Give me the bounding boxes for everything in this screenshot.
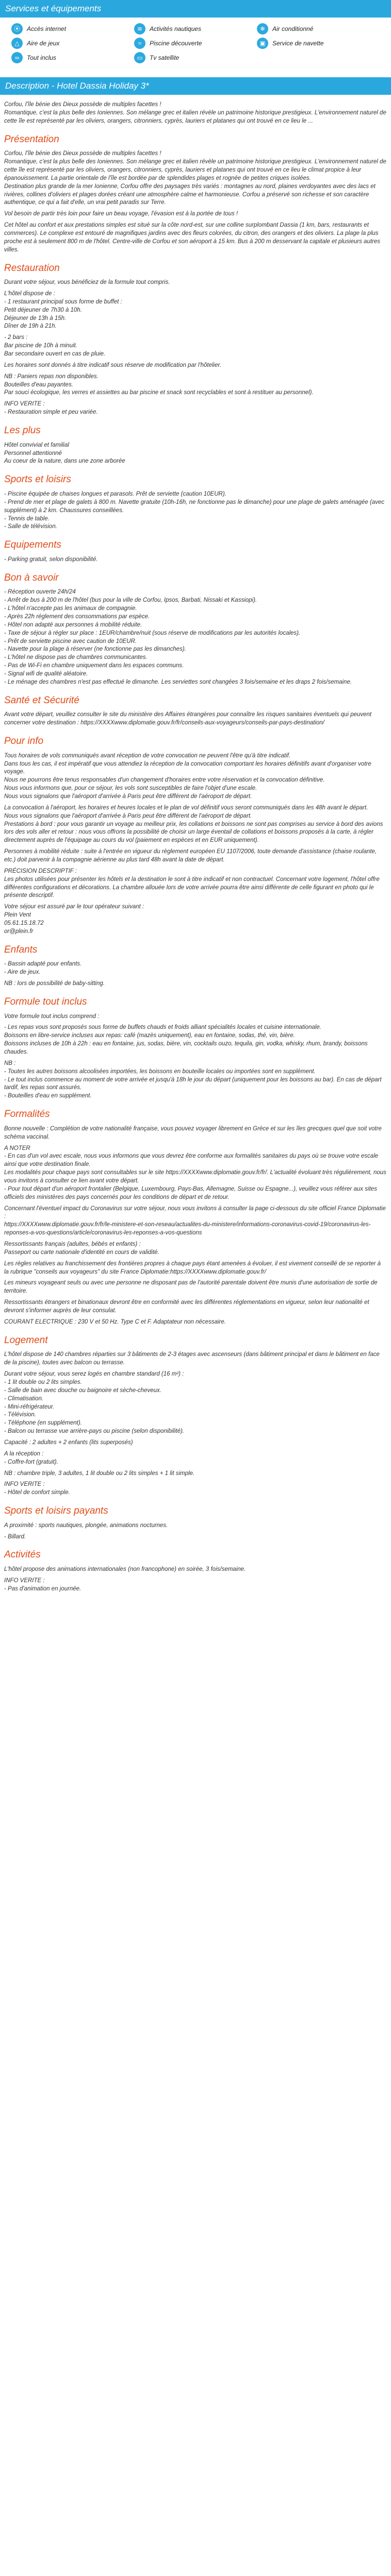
section-paragraph: - Les repas vous sont proposés sous forme de buffets chauds et froids alliant spécialités locales et cuisine internationale. Boissons en libre-service incluses aux repas: café (mazès uniquement), eau en fontaine, sodas, thé, vin, bière. Boissons incluses de 10h à 22h : eau en fontaine, jus, sodas, bière, vin, cocktails ouzo, tequila, gin, vodka, whisky, rhum, brandy, boissons chaudes. <box>4 1024 368 1056</box>
section-paragraph: - 2 bars : Bar piscine de 10h à minuit. Bar secondaire ouvert en cas de pluie. <box>4 334 106 358</box>
section-paragraph: - Billard. <box>4 1533 26 1540</box>
service-item <box>257 38 380 48</box>
section <box>4 995 387 1100</box>
intro-text: Corfou, l'île bénie des Dieux possède de multiples facettes ! Romantique, c'est la plus belle des Ioniennes. Son mélange grec et italien révèle un patrimoine historique prestigieux. L'environnement naturel de cette île est représenté par les oliviers, orangers, citronniers, cyprès, lauriers et platanes qui ont trouvé en ce lieu le ... <box>4 101 386 124</box>
service-label: Tout inclus <box>27 54 56 61</box>
section <box>4 694 387 727</box>
section <box>4 1504 387 1541</box>
section <box>4 571 387 687</box>
service-item <box>257 24 380 34</box>
section-paragraph: INFO VERITE : - Restauration simple et peu variée. <box>4 401 98 416</box>
section-paragraph: COURANT ELECTRIQUE : 230 V et 50 Hz. Type C et F. Adaptateur non nécessaire. <box>4 1318 226 1325</box>
section-paragraph: L'hôtel propose des animations internationales (non francophone) en soirée, 3 fois/semaine. <box>4 1566 246 1573</box>
service-item <box>134 38 257 48</box>
section-paragraph: Bonne nouvelle : Complétion de votre nationalité française, vous pouvez voyager librement en Grèce et sur les îles grecques quel que soit votre schéma vaccinal. <box>4 1125 384 1140</box>
section <box>4 473 387 531</box>
section-paragraph: La convocation à l'aéroport, les horaires et heures locales et le plan de vol définitif vous seront communiqués dans les 48h avant le départ. Nous vous signalons que l'aéroport d'arrivée à Paris peut être différent de l'aéroport de départ. Prestations à bord : pour vous garantir un voyage au meilleur prix, les collations et boissons ne sont pas comprises au service à bord des avions lors des vols aller et retour : nous vous offrons la possibilité de choisir un large éventail de collations et boissons proposés à la carte, à régler directement auprès de l'équipage au cours du vol (paiement en espèces et en EUR uniquement). <box>4 804 383 844</box>
section-title: Les plus <box>4 425 41 436</box>
water-sports-icon: ≋ <box>134 23 145 35</box>
section-title: Formule tout inclus <box>4 996 87 1007</box>
section-paragraph: INFO VERITE : - Pas d'animation en journée. <box>4 1577 82 1592</box>
service-item <box>11 24 134 34</box>
section-paragraph: Personnes à mobilité réduite : suite à l'entrée en vigueur du règlement européen EU 1107/2006, toute demande d'assistance (chaise roulante, etc.) doit parvenir à la compagnie aérienne au plus tard 48h avant la date de départ. <box>4 849 379 863</box>
section <box>4 262 387 417</box>
section-paragraph: - Bassin adapté pour enfants. - Aire de jeux. <box>4 961 82 976</box>
services-title: Services et équipements <box>0 0 391 18</box>
section-title: Présentation <box>4 133 59 145</box>
section-paragraph: Corfou, l'île bénie des Dieux possède de multiples facettes ! Romantique, c'est la plus belle des Ioniennes. Son mélange grec et italien révèle un patrimoine historique prestigieux. L'environnement naturel de cette île est représenté par les oliviers, orangers, citronniers, cyprès, lauriers et platanes qui ont trouvé en ce lieu le climat propice à leur épanouissement. La partie orientale de l'île est bordée par de splendides plages et rognée de petites criques isolées. Destination plus grande de la mer Ionienne, Corfou offre des paysages très variés : montagnes au nord, plaines verdoyantes avec des lacs et rivières, collines d'oliviers et plages dorées créant une atmosphère calme et harmonieuse. Corfou a préservé son richesse et son caractère authentique, ce qui a fait d'elle, un vrai petit paradis sur Terre. <box>4 150 386 206</box>
section <box>4 133 387 255</box>
section-paragraph: Tous horaires de vols communiqués avant réception de votre convocation ne peuvent l'être qu'à titre indicatif. Dans tous les cas, il est impératif que vous attendiez la réception de la convocation comportant les horaires définitifs avant d'organiser votre voyage. Nous ne pourrons être tenus responsables d'un changement d'horaires entre votre réservation et la convocation définitive. Nous vous informons que, pour ce séjour, les vols sont susceptibles de faire l'objet d'une escale. Nous vous signalons que l'aéroport d'arrivée à Paris peut être différent de l'aéroport de départ. <box>4 752 371 800</box>
section-title: Equipements <box>4 539 61 551</box>
service-label: Piscine découverte <box>150 39 202 47</box>
tv-icon: ▭ <box>134 52 145 63</box>
section-title: Logement <box>4 1334 48 1346</box>
section-paragraph: Concernant l'éventuel impact du Coronavirus sur votre séjour, nous vous invitons à consulter la page ci-dessous du site officiel France Diplomatie : https://XXXXwww.diplomatie.gouv.fr/fr/le-ministere-et-son-reseau/actualites-du-ministere/informations-coronavirus-covid-19/coronavirus-les-reponses-a-vos-questions/article/coronavirus-les-reponses-a-vos-questions <box>4 1205 386 1236</box>
description-title: Description - Hotel Dassia Holiday 3* <box>0 77 391 95</box>
section-paragraph: NB : lors de possibilité de baby-sitting. <box>4 980 105 987</box>
section-paragraph: Hôtel convivial et familial Personnel attentionné Au coeur de la nature, dans une zone arborée <box>4 442 125 465</box>
section-title: Sports et loisirs payants <box>4 1505 108 1517</box>
section-paragraph: Durant votre séjour, vous serez logés en chambre standard (16 m²) : - 1 lit double ou 2 lits simples. - Salle de bain avec douche ou baignoire et sèche-cheveux. - Climatisation. - Mini-réfrigérateur. - Télévision. - Téléphone (en supplément). - Balcon ou terrasse vue arrière-pays ou piscine (selon disponibilité). <box>4 1371 185 1435</box>
service-label: Accès internet <box>27 25 67 32</box>
service-item <box>134 24 257 34</box>
section-paragraph: Les mineurs voyageant seuls ou avec une personne ne disposant pas de l'autorité parentale doivent être munis d'une autorisation de sortie de territoire. <box>4 1280 379 1295</box>
section-title: Santé et Sécurité <box>4 694 79 706</box>
section <box>4 1548 387 1593</box>
section-paragraph: Ressortissants étrangers et binationaux devront être en conformité avec les différentes réglementations en vigueur, selon leur nationalité et devront s'informer auprès de leur consulat. <box>4 1299 371 1314</box>
pool-icon: ≈ <box>134 38 145 49</box>
service-item <box>11 38 134 48</box>
section-paragraph: - Réception ouverte 24h/24 - Arrêt de bus à 200 m de l'hôtel (bus pour la ville de Corfou, Ipsos, Barbati, Nissaki et Kassiopi). - L'hôtel n'accepte pas les animaux de compagnie. - Après 22h réglement des consommations par espèce. - Hôtel non adapté aux personnes à mobilité réduite. - Taxe de séjour à régler sur place : 1EUR/chambre/nuit (sous réserve de modifications par les autorités locales). - Prêt de serviette piscine avec caution de 10EUR. - Navette pour la plage à réserver (ne fonctionne pas les dimanches). - L'hôtel ne dispose pas de chambres communicantes. - Pas de Wi-Fi en chambre uniquement dans les espaces communs. - Signal wifi de qualité aléatoire. - Le ménage des chambres n'est pas effectué le dimanche. Les serviettes sont changées 3 fois/semaine et les draps 2 fois/semaine. <box>4 589 352 685</box>
section-paragraph: Votre séjour est assuré par le tour opérateur suivant : Plein Vent 05.61.15.18.72 or@plein.fr <box>4 904 144 935</box>
section <box>4 735 387 936</box>
section-title: Formalités <box>4 1109 50 1120</box>
section-paragraph: A proximité : sports nautiques, plongée, animations nocturnes. <box>4 1522 168 1529</box>
section-paragraph: NB : chambre triple, 3 adultes, 1 lit double ou 2 lits simples + 1 lit simple. <box>4 1470 195 1477</box>
section-title: Pour info <box>4 736 44 747</box>
wifi-icon: ⦿ <box>11 23 23 35</box>
section-paragraph: Durant votre séjour, vous bénéficiez de la formule tout compris. <box>4 279 170 286</box>
section-paragraph: Cet hôtel au confort et aux prestations simples est situé sur la côte nord-est, sur une colline surplombant Dassia (1 km, bars, restaurants et commerces). Le complexe est entouré de magnifiques jardins avec des fleurs colorées, du citron, des orangers et des oliviers. La plage la plus proche est à seulement 800 m de l'hôtel. Centre-ville de Corfou et son aéroport à 15 km. Bus à 200 m desservant la capitale et plusieurs autres villes. <box>4 222 382 253</box>
service-label: Aire de jeux <box>27 39 60 47</box>
section <box>4 1108 387 1327</box>
section-title: Enfants <box>4 944 38 955</box>
section-title: Sports et loisirs <box>4 474 71 485</box>
section-paragraph: Avant votre départ, veuillez consulter le site du ministère des Affaires étrangères pour connaître les risques sanitaires éventuels qui peuvent concerner votre destination : https://XXXXwww.diplomatie.gouv.fr/fr/conseils-aux-voyageurs/conseils-par-pays-destination/ <box>4 711 373 726</box>
section <box>4 424 387 466</box>
section-paragraph: A la réception : - Coffre-fort (gratuit). <box>4 1450 58 1465</box>
playground-icon: △ <box>11 38 23 49</box>
section-paragraph: Vol besoin de partir très loin pour faire un beau voyage, l'évasion est à la portée de tous ! <box>4 211 238 217</box>
section-paragraph: L'hôtel dispose de : - 1 restaurant principal sous forme de buffet : Petit déjeuner de 7h30 à 10h. Déjeuner de 13h à 15h. Dîner de 19h à 21h. <box>4 291 122 330</box>
section-title: Activités <box>4 1549 41 1561</box>
service-label: Tv satellite <box>150 54 180 61</box>
section-paragraph: - Parking gratuit, selon disponibilité. <box>4 556 98 563</box>
section-paragraph: Votre formule tout inclus comprend : <box>4 1013 100 1020</box>
shuttle-icon: ▣ <box>257 38 268 49</box>
section-paragraph: - Piscine équipée de chaises longues et parasols. Prêt de serviette (caution 10EUR). - Prend de mer et plage de galets à 800 m. Navette gratuite (10h-16h, ne fonctionne pas le dimanche) pour une plage de galets aménagée (avec supplément) à 2 km. Chaussures conseillées. - Tennis de table. - Salle de télévision. <box>4 490 385 530</box>
section-paragraph: Les règles relatives au franchissement des frontières propres à chaque pays étant amenées à évoluer, il est vivement conseillé de se reporter à la rubrique "conseils aux voyageurs" du site France Diplomatie:https://XXXXwww.diplomatie.gouv.fr/ <box>4 1260 383 1275</box>
all-inclusive-icon: ∞ <box>11 52 23 63</box>
section-paragraph: PRÉCISION DESCRIPTIF : Les photos utilisées pour présenter les hôtels et la destination le sont à titre indicatif et non contractuel. Concernant votre logement, l'hôtel offre différentes configurations et décorations. La chambre allouée lors de votre arrivée pourra être ainsi différente de celle figurant en photo qui le présente descriptif. <box>4 868 380 899</box>
service-item <box>134 53 257 63</box>
section <box>4 943 387 988</box>
air-conditioning-icon: ❄ <box>257 23 268 35</box>
section-paragraph: Les horaires sont donnés à titre indicatif sous réserve de modification par l'hôtelier. <box>4 362 222 368</box>
section-paragraph: A NOTER - En cas d'un vol avec escale, nous vous informons que vous devrez être conforme aux formalités sanitaires du pays où se trouve votre escale ainsi que votre destination finale. Les modalités pour chaque pays sont consultables sur le site https://XXXXwww.diplomatie.gouv.fr/fr/. L'actualité évoluant très régulièrement, nous vous invitons à consulter ce lien avant votre départ. - Pour tout départ d'un aéroport frontalier (Belgique, Luxembourg, Pays-Bas, Allemagne, Suisse ou Espagne...), veuillez vous référer aux sites officiels des ministères des pays concernés pour les conditions de départ et de retour. <box>4 1145 386 1200</box>
section-paragraph: INFO VERITE : - Hôtel de confort simple. <box>4 1481 70 1496</box>
section-paragraph: NB : Paniers repas non disponibles. Bouteilles d'eau payantes. Par souci écologique, les verres et assiettes au bar piscine et snack sont recyclables et sont à restituer au personnel). <box>4 373 314 396</box>
service-label: Service de navette <box>272 39 324 47</box>
services-grid <box>4 18 387 68</box>
section-paragraph: NB : - Toutes les autres boissons alcoolisées importées, les boissons en bouteille locales ou importées sont en supplément. - Le tout inclus commence au moment de votre arrivée et jusqu'à 18h le jour du départ (uniquement pour les boissons au bar). En cas de départ tardif, les repas sont assurés. - Bouteilles d'eau en supplément. <box>4 1060 382 1099</box>
service-label: Air conditionné <box>272 25 314 32</box>
description-sections <box>4 133 387 1594</box>
section-title: Restauration <box>4 262 60 274</box>
section-paragraph: Ressortissants français (adultes, bébés et enfants) : Passeport ou carte nationale d'identité en cours de validité. <box>4 1241 159 1256</box>
section <box>4 538 387 564</box>
section-paragraph: L'hôtel dispose de 140 chambres réparties sur 3 bâtiments de 2-3 étages avec ascenseurs (dans bâtiment principal et dans le bâtiment en face de la piscine), toutes avec balcon ou terrasse. <box>4 1351 381 1366</box>
section <box>4 1334 387 1497</box>
section-paragraph: Capacité : 2 adultes + 2 enfants (lits superposés) <box>4 1439 133 1446</box>
service-label: Activités nautiques <box>150 25 202 32</box>
section-title: Bon à savoir <box>4 572 59 583</box>
service-item <box>11 53 134 63</box>
